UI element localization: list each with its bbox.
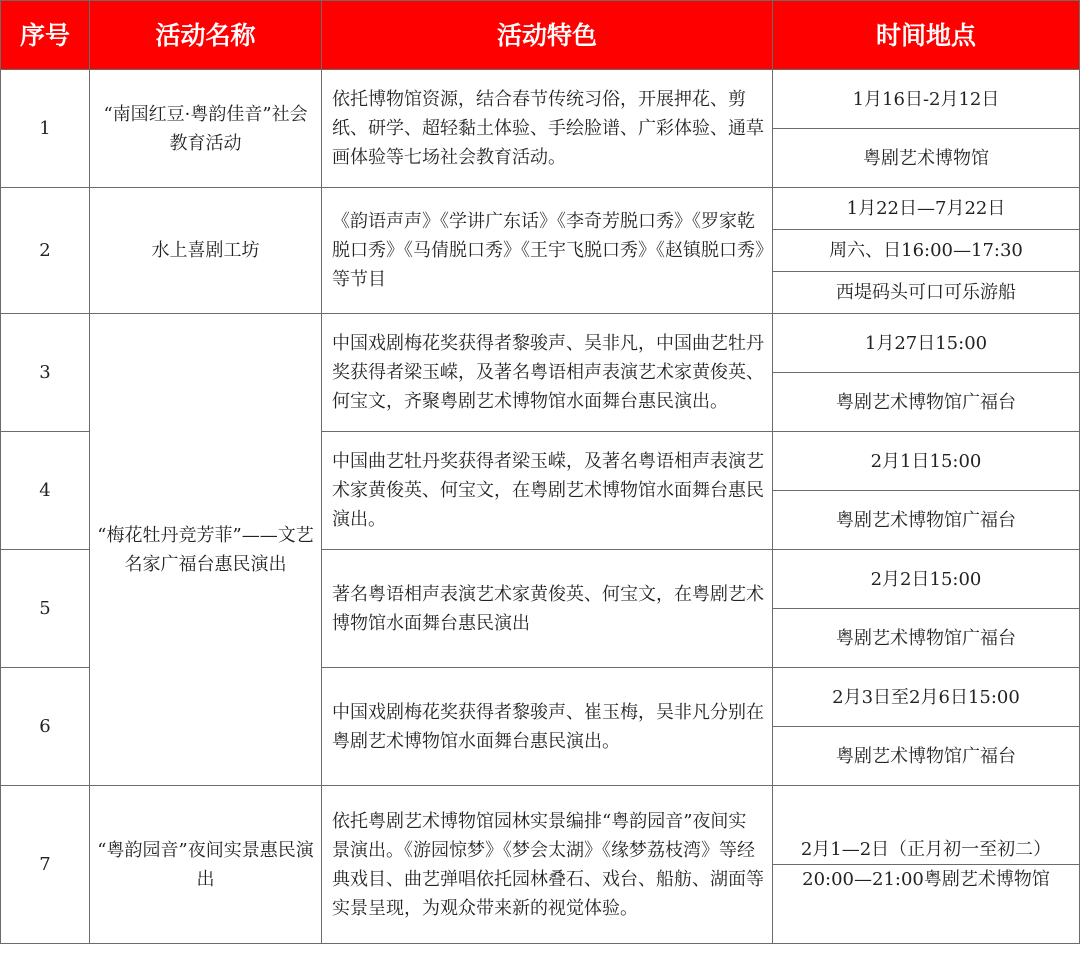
table-row <box>1 188 1080 230</box>
row-3-feature: 中国戏剧梅花奖获得者黎骏声、吴非凡，中国曲艺牡丹奖获得者梁玉嵘，及著名粤语相声表演艺术家黄俊英、何宝文，齐聚粤剧艺术博物馆水面舞台惠民演出。 <box>322 314 773 432</box>
header-time-place: 时间地点 <box>773 1 1080 70</box>
table-row <box>1 70 1080 129</box>
row-2-time: 1月22日—7月22日 <box>773 188 1080 230</box>
row-3-time: 1月27日15:00 <box>773 314 1080 373</box>
row-1-name: “南国红豆·粤韵佳音”社会教育活动 <box>90 70 322 188</box>
row-5-place: 粤剧艺术博物馆广福台 <box>773 609 1080 668</box>
row-4-no: 4 <box>1 432 90 550</box>
table-header-row <box>1 1 1080 70</box>
row-5-feature: 著名粤语相声表演艺术家黄俊英、何宝文，在粤剧艺术博物馆水面舞台惠民演出 <box>322 550 773 668</box>
header-name: 活动名称 <box>90 1 322 70</box>
merged-name-3-6: “梅花牡丹竞芳菲”——文艺名家广福台惠民演出 <box>90 314 322 786</box>
row-2-no: 2 <box>1 188 90 314</box>
row-1-feature: 依托博物馆资源，结合春节传统习俗，开展押花、剪纸、研学、超轻黏土体验、手绘脸谱、广彩体验、通草画体验等七场社会教育活动。 <box>322 70 773 188</box>
row-7-time2: 20:00—21:00粤剧艺术博物馆 <box>773 865 1080 944</box>
row-7-feature: 依托粤剧艺术博物馆园林实景编排“粤韵园音”夜间实景演出。《游园惊梦》《梦会太湖》《缘梦荔枝湾》等经典戏目、曲艺弹唱依托园林叠石、戏台、船舫、湖面等实景呈现，为观众带来新的视觉体验。 <box>322 786 773 944</box>
row-2-time2: 周六、日16:00—17:30 <box>773 230 1080 272</box>
row-7-time: 2月1—2日（正月初一至初二） <box>773 786 1080 865</box>
row-1-place: 粤剧艺术博物馆 <box>773 129 1080 188</box>
row-4-feature: 中国曲艺牡丹奖获得者梁玉嵘，及著名粤语相声表演艺术家黄俊英、何宝文，在粤剧艺术博物馆水面舞台惠民演出。 <box>322 432 773 550</box>
table-row <box>1 314 1080 373</box>
row-2-name: 水上喜剧工坊 <box>90 188 322 314</box>
row-6-feature: 中国戏剧梅花奖获得者黎骏声、崔玉梅，吴非凡分别在粤剧艺术博物馆水面舞台惠民演出。 <box>322 668 773 786</box>
row-1-time: 1月16日-2月12日 <box>773 70 1080 129</box>
row-6-no: 6 <box>1 668 90 786</box>
header-feature: 活动特色 <box>322 1 773 70</box>
row-3-no: 3 <box>1 314 90 432</box>
row-4-time: 2月1日15:00 <box>773 432 1080 491</box>
row-1-no: 1 <box>1 70 90 188</box>
row-7-name: “粤韵园音”夜间实景惠民演出 <box>90 786 322 944</box>
row-3-place: 粤剧艺术博物馆广福台 <box>773 373 1080 432</box>
row-6-time: 2月3日至2月6日15:00 <box>773 668 1080 727</box>
header-no: 序号 <box>1 1 90 70</box>
row-6-place: 粤剧艺术博物馆广福台 <box>773 727 1080 786</box>
table-row <box>1 786 1080 865</box>
row-7-no: 7 <box>1 786 90 944</box>
row-2-place: 西堤码头可口可乐游船 <box>773 272 1080 314</box>
row-5-time: 2月2日15:00 <box>773 550 1080 609</box>
row-4-place: 粤剧艺术博物馆广福台 <box>773 491 1080 550</box>
row-2-feature: 《韵语声声》《学讲广东话》《李奇芳脱口秀》《罗家乾脱口秀》《马倩脱口秀》《王宇飞脱口秀》《赵镇脱口秀》等节目 <box>322 188 773 314</box>
row-5-no: 5 <box>1 550 90 668</box>
